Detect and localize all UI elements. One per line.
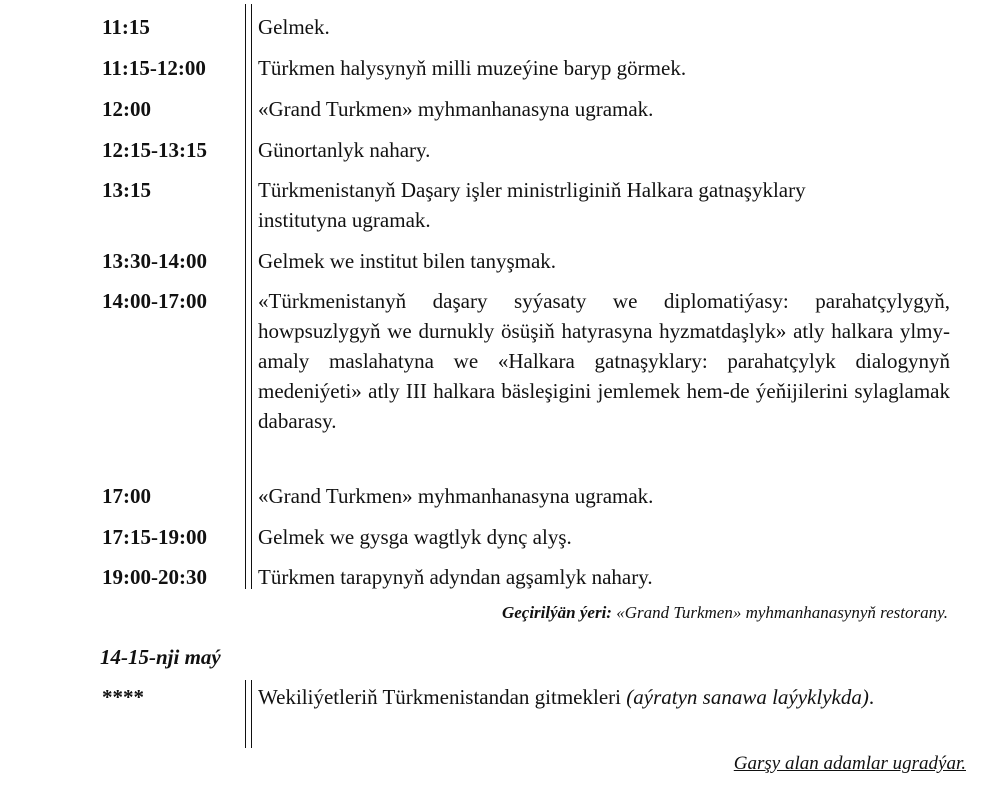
schedule-time: 13:30-14:00 (102, 249, 207, 273)
schedule-time: 13:15 (102, 178, 151, 202)
departure-time: **** (102, 685, 144, 709)
schedule-activity: Günortanlyk nahary. (258, 138, 431, 162)
schedule-activity: Türkmenistanyň Daşary işler ministrliginiň Halkara gatnaşyklary institutyna ugramak. (258, 178, 806, 232)
schedule-activity: Türkmen halysynyň milli muzeýine baryp görmek. (258, 56, 687, 80)
signature-line: Garşy alan adamlar ugradýar. (733, 753, 966, 774)
schedule-time: 12:00 (102, 97, 151, 121)
schedule-activity: Türkmen tarapynyň adyndan agşamlyk nahary. (258, 565, 653, 589)
schedule-activity: «Türkmenistanyň daşary syýasaty we diplomatiýasy: parahatçylygyň, howpsuzlygyň we durnukly ösüşiň hatyrasyna hyzmatdaşlyk» atly halkara ylmy-amaly maslahatyna we «Halkara gatnaşyklary: parahatçylyk dialogynyň medeniýeti» atly III halkara bäsleşigini jemlemek hem-de ýeňijilerini sylaglamak dabarasy. (258, 289, 950, 433)
venue-label: Geçirilýän ýeri: (501, 603, 612, 622)
schedule-time: 17:00 (102, 484, 151, 508)
schedule-activity: «Grand Turkmen» myhmanhanasyna ugramak. (258, 97, 654, 121)
departure-text: Wekiliýetleriň Türkmenistandan gitmekleri (258, 685, 621, 709)
schedule-activity: Gelmek. (258, 15, 330, 39)
schedule-time: 11:15 (102, 15, 150, 39)
departure-note: (aýratyn sanawa laýyklykda) (626, 685, 869, 709)
departure-end: . (868, 685, 875, 709)
schedule-time: 19:00-20:30 (102, 565, 207, 589)
schedule-time: 17:15-19:00 (102, 525, 207, 549)
schedule-activity: Gelmek we gysga wagtlyk dynç alyş. (258, 525, 572, 549)
departure-activity (258, 682, 950, 712)
schedule-time: 12:15-13:15 (102, 138, 207, 162)
schedule-time: 11:15-12:00 (102, 56, 206, 80)
schedule-time: 14:00-17:00 (102, 289, 207, 313)
table-divider-upper (245, 4, 252, 589)
venue-note (502, 601, 948, 625)
date-heading: 14-15-nji maý (100, 645, 221, 669)
schedule-activity: Gelmek we institut bilen tanyşmak. (258, 249, 557, 273)
table-divider-lower (245, 680, 252, 748)
schedule-activity: «Grand Turkmen» myhmanhanasyna ugramak. (258, 484, 654, 508)
venue-value: «Grand Turkmen» myhmanhanasynyň restorany. (616, 603, 948, 622)
